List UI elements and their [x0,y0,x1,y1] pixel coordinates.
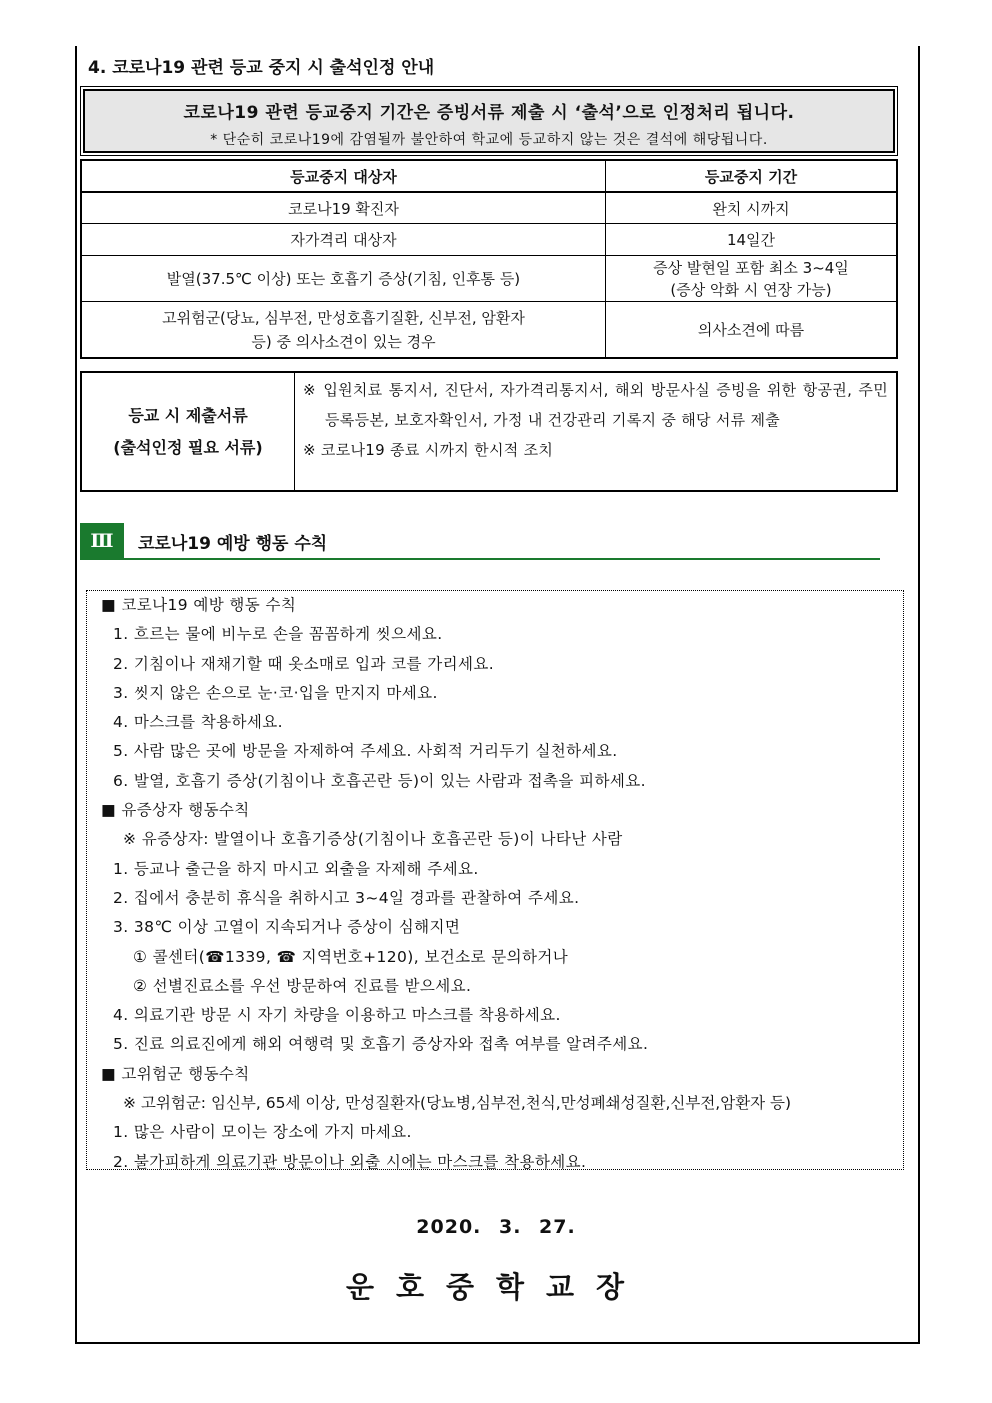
cell-period [605,256,897,302]
rules-note: ※ 유증상자: 발열이나 호흡기증상(기침이나 호흡곤란 등)이 나타난 사람 [123,830,623,849]
rules-heading: ■ 코로나19 예방 행동 수칙 [101,596,297,614]
documents-label-line2: (출석인정 필요 서류) [113,437,263,457]
section-3-title: 코로나19 예방 행동 수칙 [138,534,328,554]
list-item: 1. 등교나 출근을 하지 마시고 외출을 자제해 주세요. [113,859,479,878]
cell-period: 의사소견에 따름 [605,302,897,359]
rules-note: ※ 고위험군: 임신부, 65세 이상, 만성질환자(당뇨병,심부전,천식,만성폐쇄성질환,신부전,암환자 등) [123,1094,792,1113]
list-item: 3. 38℃ 이상 고열이 지속되거나 증상이 심해지면 [113,918,461,937]
section-4-title: 4. 코로나19 관련 등교 중지 시 출석인정 안내 [88,58,435,78]
list-item: 4. 의료기관 방문 시 자기 차량을 이용하고 마스크를 착용하세요. [113,1006,561,1025]
list-item: 2. 불가피하게 의료기관 방문이나 외출 시에는 마스크를 착용하세요. [113,1152,587,1171]
rules-heading: ■ 고위험군 행동수칙 [101,1064,250,1083]
list-item: 1. 많은 사람이 모이는 장소에 가지 마세요. [113,1123,412,1142]
list-item: 5. 사람 많은 곳에 방문을 자제하여 주세요. 사회적 거리두기 실천하세요. [113,742,618,761]
table-row [81,302,897,359]
notice-sub-text: * 단순히 코로나19에 감염될까 불안하여 학교에 등교하지 않는 것은 결석에 해당됩니다. [210,132,768,148]
notice-main-text: 코로나19 관련 등교중지 기간은 증빙서류 제출 시 ‘출석’으로 인정처리 됩니다. [183,103,795,123]
cell-target: 코로나19 확진자 [81,192,605,224]
documents-item: ※ 코로나19 종료 시까지 한시적 조치 [303,441,554,459]
school-stop-table [80,159,898,359]
list-subitem: ② 선별진료소를 우선 방문하여 진료를 받으세요. [133,976,472,995]
list-item: 5. 진료 의료진에게 해외 여행력 및 호흡기 증상자와 접촉 여부를 알려주세요. [113,1035,649,1054]
required-documents-box [80,371,898,492]
rules-heading: ■ 유증상자 행동수칙 [101,801,250,820]
documents-list [295,373,896,490]
cell-period-line2: (증상 악화 시 연장 가능) [670,280,832,299]
list-item: 3. 씻지 않은 손으로 눈·코·입을 만지지 마세요. [113,683,438,702]
cell-target-line2: 등) 중 의사소견이 있는 경우 [251,332,436,351]
table-row [81,256,897,302]
cell-target [81,302,605,359]
section-number-badge: Ⅲ [80,523,124,559]
table-row [81,224,897,256]
header-target: 등교중지 대상자 [81,160,605,192]
documents-label [82,373,295,490]
cell-target: 자가격리 대상자 [81,224,605,256]
list-subitem: ① 콜센터(☎1339, ☎ 지역번호+120), 보건소로 문의하거나 [133,947,569,966]
list-item: 2. 기침이나 재채기할 때 옷소매로 입과 코를 가리세요. [113,654,495,673]
list-item: 6. 발열, 호흡기 증상(기침이나 호흡곤란 등)이 있는 사람과 접촉을 피하세요. [113,771,646,790]
cell-target-line1: 고위험군(당뇨, 심부전, 만성호흡기질환, 신부전, 암환자 [162,308,525,327]
prevention-rules-box [86,590,904,1170]
table-row [81,192,897,224]
document-date: 2020. 3. 27. [416,1216,576,1238]
cell-period: 14일간 [605,224,897,256]
attendance-notice-box [80,86,898,156]
header-period: 등교중지 기간 [605,160,897,192]
documents-label-line1: 등교 시 제출서류 [128,405,248,425]
list-item: 4. 마스크를 착용하세요. [113,713,283,732]
section-underline [80,558,880,560]
cell-period: 완치 시까지 [605,192,897,224]
documents-item: ※ 입원치료 통지서, 진단서, 자가격리통지서, 해외 방문사실 증빙을 위한 항공권, 주민등록등본, 보호자확인서, 가정 내 건강관리 기록지 중 해당 서류 제출 [303,381,888,429]
list-item: 2. 집에서 충분히 휴식을 취하시고 3~4일 경과를 관찰하여 주세요. [113,888,580,907]
cell-period-line1: 증상 발현일 포함 최소 3~4일 [653,258,849,277]
list-item: 1. 흐르는 물에 비누로 손을 꼼꼼하게 씻으세요. [113,625,443,644]
section-3-header [80,523,880,560]
principal-signature: 운호중학교장 [345,1270,647,1304]
cell-target: 발열(37.5℃ 이상) 또는 호흡기 증상(기침, 인후통 등) [81,256,605,302]
